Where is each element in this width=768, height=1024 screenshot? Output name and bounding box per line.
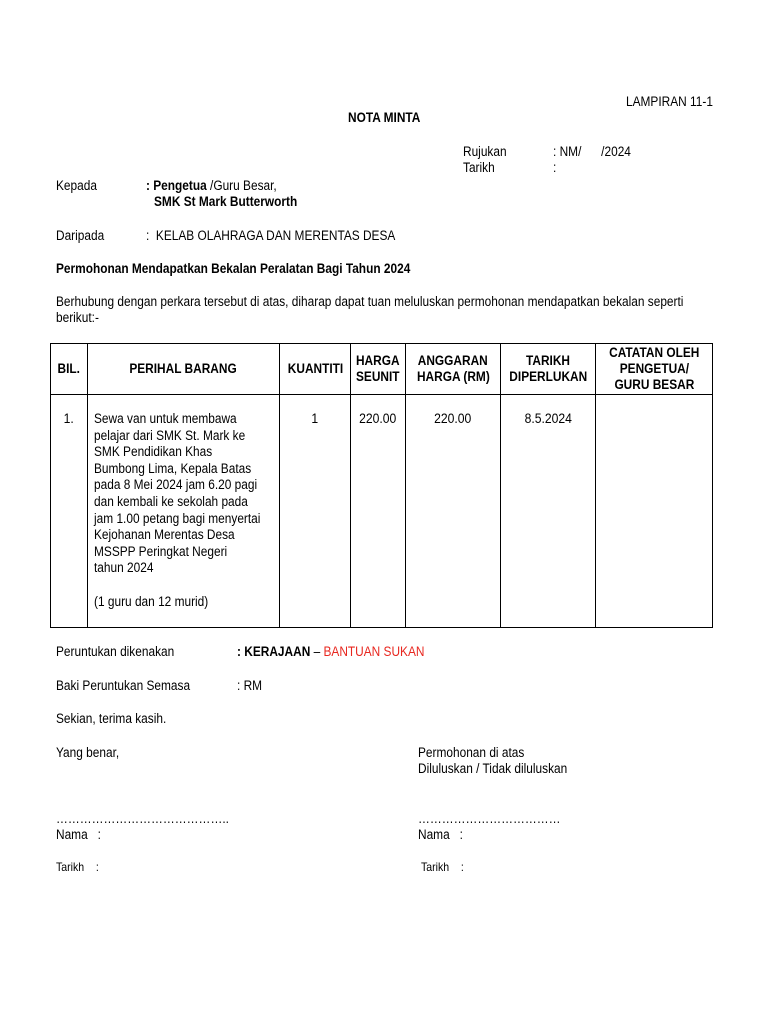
- kepada-pengetua: Pengetua: [153, 178, 207, 193]
- baki-value: : RM: [237, 678, 263, 693]
- header-kuantiti: KUANTITI: [280, 344, 351, 395]
- table-row: [51, 395, 713, 628]
- tarikh-left: Tarikh :: [56, 860, 99, 874]
- tarikh-label: Tarikh: [463, 160, 495, 175]
- header-harga-seunit: HARGA SEUNIT: [351, 344, 406, 395]
- peruntukan-value: : KERAJAAN – BANTUAN SUKAN: [237, 644, 425, 659]
- header-catatan: CATATAN OLEH PENGETUA/ GURU BESAR: [596, 344, 713, 395]
- items-table: [50, 343, 713, 628]
- cell-harga-seunit: 220.00: [351, 395, 406, 628]
- approval-line-1: Permohonan di atas: [418, 745, 525, 760]
- kepada-school: SMK St Mark Butterworth: [154, 194, 298, 209]
- intro-line-2: berikut:-: [56, 310, 99, 325]
- peruntukan-label: Peruntukan dikenakan: [56, 644, 175, 659]
- cell-catatan: [596, 395, 713, 628]
- rujukan-label: Rujukan: [463, 144, 507, 159]
- kepada-value: [146, 178, 277, 193]
- tarikh-value: :: [553, 160, 557, 175]
- table-header-row: [51, 344, 713, 395]
- cell-bil: 1.: [51, 395, 88, 628]
- cell-tarikh: 8.5.2024: [501, 395, 596, 628]
- baki-label: Baki Peruntukan Semasa: [56, 678, 191, 693]
- lampiran-label: LAMPIRAN 11-1: [626, 94, 713, 109]
- peruntukan-bantuan-sukan: BANTUAN SUKAN: [323, 644, 425, 659]
- tarikh-right: Tarikh :: [421, 860, 464, 874]
- document-title: NOTA MINTA: [348, 110, 421, 125]
- signature-line-left: ……………………………………..: [56, 811, 229, 826]
- intro-line-1: Berhubung dengan perkara tersebut di atas, diharap dapat tuan meluluskan permohonan mendapatkan bekalan seperti: [56, 294, 684, 309]
- peruntukan-kerajaan: KERAJAAN: [244, 644, 311, 659]
- nama-right: Nama :: [418, 827, 463, 842]
- approval-line-2: Diluluskan / Tidak diluluskan: [418, 761, 568, 776]
- cell-perihal: Sewa van untuk membawa pelajar dari SMK St. Mark ke SMK Pendidikan Khas Bumbong Lima, Kepala Batas pada 8 Mei 2024 jam 6.20 pagi dan kembali ke sekolah pada jam 1.00 petang bagi menyertai Kejohanan Merentas Desa MSSPP Peringkat Negeri tahun 2024 (1 guru dan 12 murid): [88, 395, 280, 628]
- kepada-colon: :: [146, 178, 154, 193]
- signature-line-right: ………………………………: [418, 811, 561, 826]
- header-bil: BIL.: [51, 344, 88, 395]
- kepada-guru-besar: /Guru Besar,: [206, 178, 277, 193]
- kepada-label: Kepada: [56, 178, 97, 193]
- daripada-value: : KELAB OLAHRAGA DAN MERENTAS DESA: [146, 228, 396, 243]
- yang-benar: Yang benar,: [56, 745, 120, 760]
- daripada-label: Daripada: [56, 228, 105, 243]
- header-tarikh: TARIKH DIPERLUKAN: [501, 344, 596, 395]
- cell-anggaran: 220.00: [406, 395, 501, 628]
- nama-left: Nama :: [56, 827, 101, 842]
- subject-line: Permohonan Mendapatkan Bekalan Peralatan Bagi Tahun 2024: [56, 261, 411, 276]
- cell-kuantiti: 1: [280, 395, 351, 628]
- closing-text: Sekian, terima kasih.: [56, 711, 167, 726]
- header-anggaran: ANGGARAN HARGA (RM): [406, 344, 501, 395]
- header-perihal: PERIHAL BARANG: [88, 344, 280, 395]
- rujukan-value: : NM/ /2024: [553, 144, 631, 159]
